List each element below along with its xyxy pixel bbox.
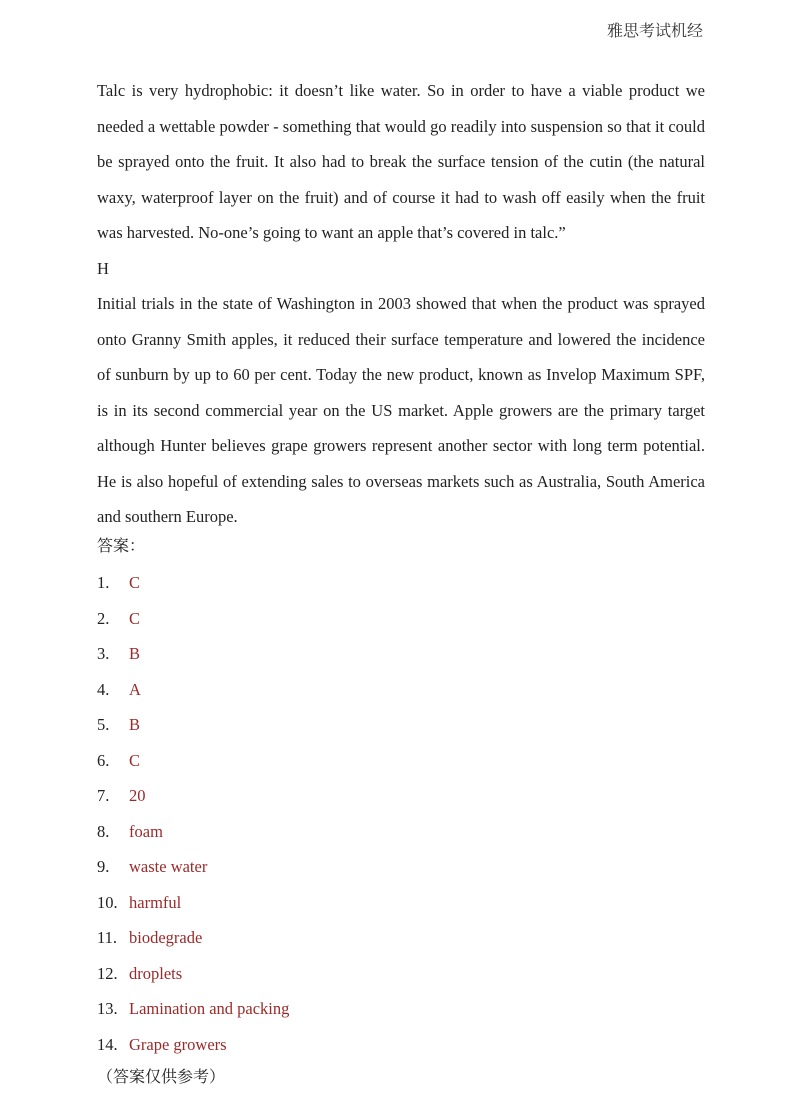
answer-number: 7. bbox=[97, 786, 110, 805]
answer-number: 3. bbox=[97, 644, 110, 663]
section-letter-h: H bbox=[97, 258, 109, 278]
answer-value: Lamination and packing bbox=[129, 999, 290, 1018]
answer-value: foam bbox=[129, 821, 163, 841]
answer-number: 12. bbox=[97, 963, 118, 983]
reading-passage bbox=[97, 73, 705, 535]
answer-item bbox=[97, 1027, 289, 1063]
answer-item bbox=[97, 743, 289, 779]
answers-heading: 答案： bbox=[97, 536, 146, 555]
answer-number: 14. bbox=[97, 1034, 118, 1054]
answer-item bbox=[97, 601, 289, 637]
answer-item bbox=[97, 814, 289, 850]
answer-item bbox=[97, 565, 289, 601]
answer-value: waste water bbox=[129, 857, 208, 876]
answer-item bbox=[97, 672, 289, 708]
answer-item bbox=[97, 778, 289, 814]
passage-paragraph-h: Initial trials in the state of Washington in 2003 showed that when the product was sprayed onto Granny Smith apples, it reduced their surface temperature and lowered the incidence of sunburn by up to 60 per cent. Today the new product, known as Invelop Maximum SPF, is in its second commercial year on the US market. Apple growers are the primary target although Hunter believes grape growers represent another sector with long term potential. He is also hopeful of extending sales to overseas markets such as Australia, South America and southern Europe. bbox=[97, 294, 705, 526]
answer-number: 13. bbox=[97, 999, 118, 1018]
answer-value: 20 bbox=[129, 786, 146, 805]
answer-value: C bbox=[129, 573, 141, 592]
answer-value: C bbox=[129, 608, 141, 628]
passage-paragraph-g-end: Talc is very hydrophobic: it doesn’t like water. So in order to have a viable product we needed a wettable powder - something that would go readily into suspension so that it could be sprayed onto the fruit. It also had to break the surface tension of the cutin (the natural waxy, waterproof layer on the fruit) and of course it had to wash off easily when the fruit was harvested. No-one’s going to want an apple that’s covered in talc.” bbox=[97, 81, 705, 242]
answer-item bbox=[97, 707, 289, 743]
answer-number: 2. bbox=[97, 608, 110, 628]
answer-value: droplets bbox=[129, 963, 183, 983]
answer-value: biodegrade bbox=[129, 928, 203, 947]
answer-item bbox=[97, 991, 289, 1027]
answer-number: 6. bbox=[97, 750, 110, 770]
answer-item bbox=[97, 636, 289, 672]
answer-number: 11. bbox=[97, 928, 118, 947]
answer-item bbox=[97, 885, 289, 921]
answers-disclaimer: （答案仅供参考） bbox=[97, 1067, 226, 1086]
answer-number: 8. bbox=[97, 821, 110, 841]
answer-list bbox=[97, 565, 289, 1062]
page-header-title: 雅思考试机经 bbox=[606, 21, 703, 40]
answer-value: Grape growers bbox=[129, 1034, 227, 1054]
answer-number: 1. bbox=[97, 573, 110, 592]
answer-value: B bbox=[129, 715, 141, 734]
answer-value: B bbox=[129, 644, 141, 663]
answer-item bbox=[97, 956, 289, 992]
answer-number: 5. bbox=[97, 715, 110, 734]
answer-number: 10. bbox=[97, 892, 118, 912]
answer-value: C bbox=[129, 750, 141, 770]
answer-number: 4. bbox=[97, 679, 110, 699]
answer-item bbox=[97, 920, 289, 956]
answer-value: A bbox=[129, 679, 141, 699]
answer-value: harmful bbox=[129, 892, 182, 912]
answer-number: 9. bbox=[97, 857, 110, 876]
answer-item bbox=[97, 849, 289, 885]
